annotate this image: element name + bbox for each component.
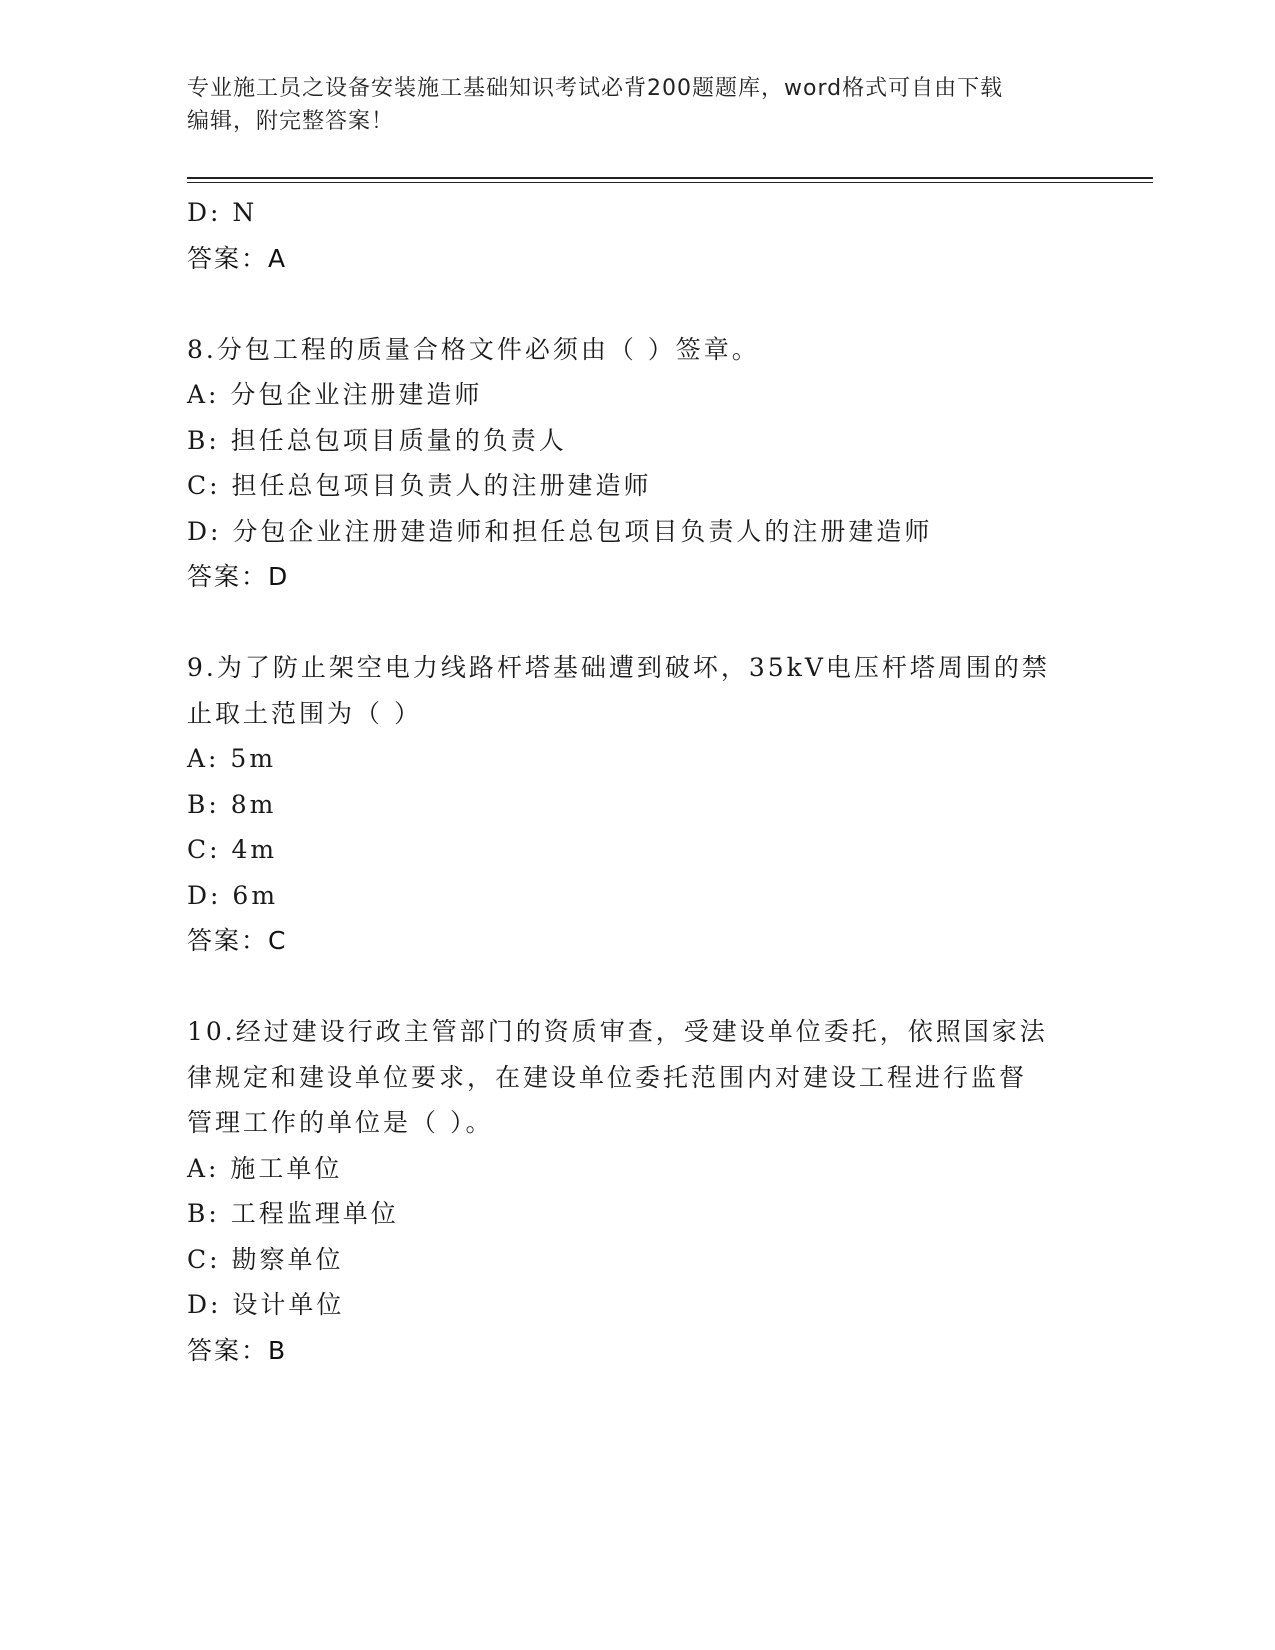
option-b: B: 担任总包项目质量的负责人 <box>187 425 567 455</box>
answer-line: 答案：D <box>187 562 290 591</box>
question-10 <box>187 1009 1087 1373</box>
header-divider-thin <box>187 182 1153 183</box>
answer-line: 答案：C <box>187 926 288 955</box>
question-8 <box>187 327 1087 600</box>
option-d: D: N <box>187 198 258 227</box>
question-stem-line-2: 止取土范围为（ ） <box>187 698 422 728</box>
option-d: D: 分包企业注册建造师和担任总包项目负责人的注册建造师 <box>187 516 933 546</box>
option-a: A: 5m <box>187 744 277 773</box>
carryover-block <box>187 190 1087 281</box>
answer-line: 答案：B <box>187 1335 288 1365</box>
document-header <box>187 72 1087 138</box>
option-c: C: 勘察单位 <box>187 1244 344 1274</box>
question-stem-line-3: 管理工作的单位是（ ）。 <box>187 1108 494 1137</box>
answer-line: 答案：A <box>187 243 288 273</box>
header-divider-thick <box>187 177 1153 179</box>
question-stem: 8.分包工程的质量合格文件必须由（ ）签章。 <box>187 334 760 364</box>
header-line-2: 编辑，附完整答案！ <box>187 109 395 134</box>
option-b: B: 工程监理单位 <box>187 1199 399 1228</box>
option-c: C: 4m <box>187 835 278 864</box>
option-d: D: 6m <box>187 880 279 910</box>
option-d: D: 设计单位 <box>187 1290 345 1319</box>
option-c: C: 担任总包项目负责人的注册建造师 <box>187 471 652 500</box>
question-stem-line-2: 律规定和建设单位要求，在建设单位委托范围内对建设工程进行监督 <box>187 1062 1028 1092</box>
option-b: B: 8m <box>187 789 277 819</box>
question-9 <box>187 645 1087 964</box>
question-stem-line-1: 9.为了防止架空电力线路杆塔基础遭到破坏，35kV电压杆塔周围的禁 <box>187 653 1050 682</box>
header-line-1: 专业施工员之设备安装施工基础知识考试必背200题题库，word格式可自由下载 <box>187 76 1004 101</box>
document-body <box>187 190 1087 1373</box>
option-a: A: 施工单位 <box>187 1153 343 1183</box>
question-stem-line-1: 10.经过建设行政主管部门的资质审查，受建设单位委托，依照国家法 <box>187 1017 1048 1046</box>
option-a: A: 分包企业注册建造师 <box>187 380 483 409</box>
